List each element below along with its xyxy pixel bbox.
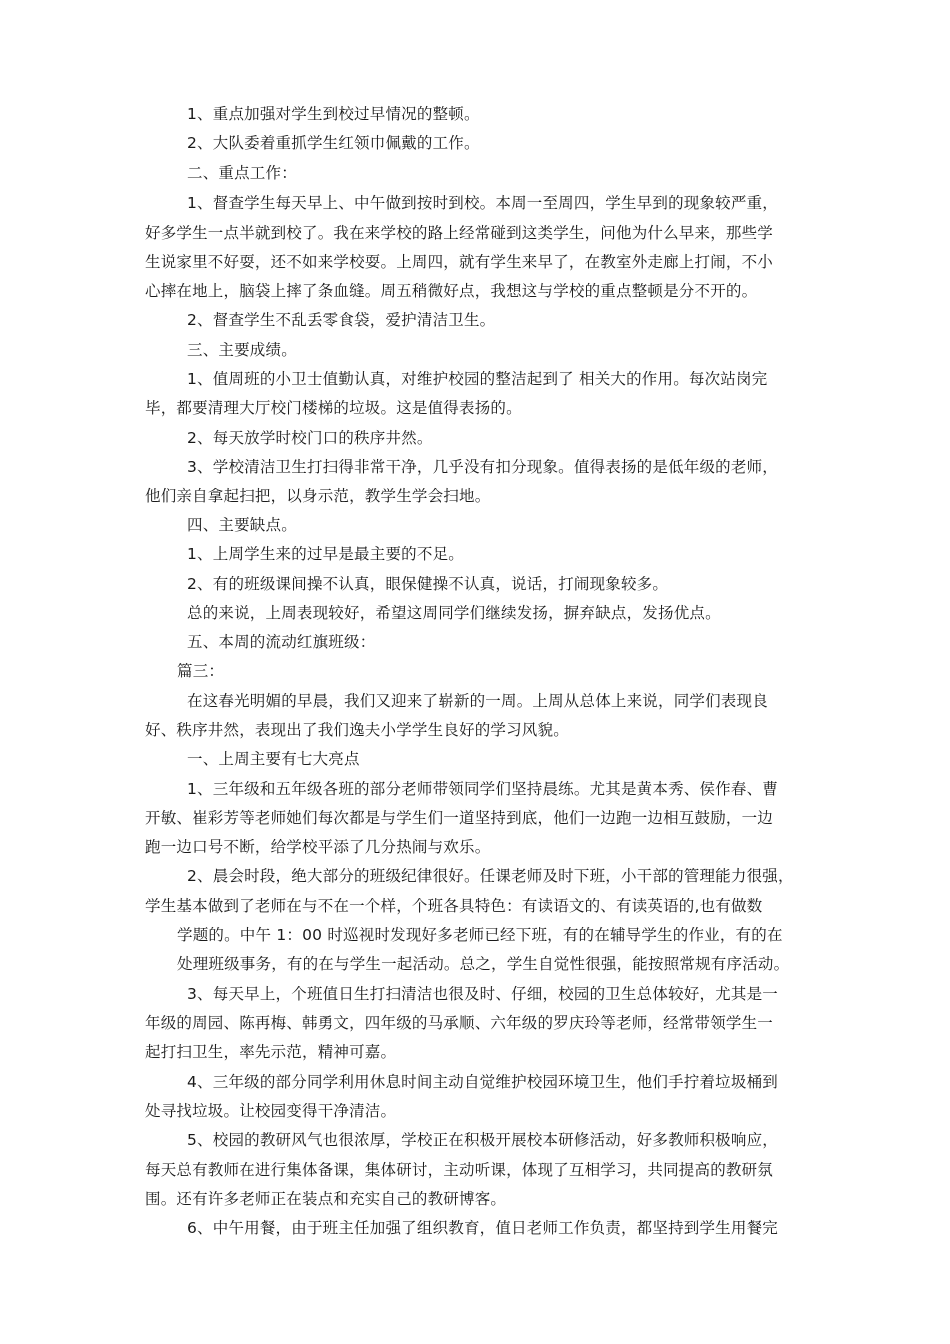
text-line: 心摔在地上，脑袋上摔了条血缝。周五稍微好点，我想这与学校的重点整顿是分不开的。	[145, 282, 758, 300]
text-line: 1、督查学生每天早上、中午做到按时到校。本周一至周四，学生早到的现象较严重，	[187, 194, 778, 212]
text-line: 5、校园的教研风气也很浓厚，学校正在积极开展校本研修活动，好多教师积极响应，	[187, 1131, 778, 1149]
text-line: 学题的。中午 1：00 时巡视时发现好多老师已经下班，有的在辅导学生的作业，有的在	[177, 926, 783, 944]
text-line: 1、三年级和五年级各班的部分老师带领同学们坚持晨练。尤其是黄本秀、侯作春、曹	[187, 780, 778, 798]
text-line: 年级的周园、陈再梅、韩勇文，四年级的马承顺、六年级的罗庆玲等老师，经常带领学生一	[145, 1014, 774, 1032]
text-line: 4、三年级的部分同学利用休息时间主动自觉维护校园环境卫生，他们手拧着垃圾桶到	[187, 1073, 778, 1091]
text-line: 处寻找垃圾。让校园变得干净清洁。	[145, 1102, 397, 1120]
section-heading: 一、上周主要有七大亮点	[187, 750, 360, 768]
text-line: 2、督查学生不乱丢零食袋，爱护清洁卫生。	[187, 311, 496, 329]
section-heading: 三、主要成绩。	[187, 341, 297, 359]
text-line: 跑一边口号不断，给学校平添了几分热闹与欢乐。	[145, 838, 491, 856]
section-heading: 二、重点工作：	[187, 164, 297, 182]
text-line: 每天总有教师在进行集体备课，集体研讨，主动听课，体现了互相学习，共同提高的教研氛	[145, 1161, 774, 1179]
text-line: 毕，都要清理大厅校门楼梯的垃圾。这是值得表扬的。	[145, 399, 522, 417]
text-line: 6、中午用餐，由于班主任加强了组织教育，值日老师工作负责，都坚持到学生用餐完	[187, 1219, 778, 1237]
text-line: 1、值周班的小卫士值勤认真，对维护校园的整洁起到了 相关大的作用。每次站岗完	[187, 370, 768, 388]
text-line: 处理班级事务，有的在与学生一起活动。总之，学生自觉性很强，能按照常规有序活动。	[177, 955, 790, 973]
text-line: 2、晨会时段，绝大部分的班级纪律很好。任课老师及时下班，小干部的管理能力很强，	[187, 867, 794, 885]
text-line: 围。还有许多老师正在装点和充实自己的教研博客。	[145, 1190, 507, 1208]
text-line: 在这春光明媚的早晨，我们又迎来了崭新的一周。上周从总体上来说，同学们表现良	[187, 692, 768, 710]
text-line: 生说家里不好耍，还不如来学校耍。上周四，就有学生来早了，在教室外走廊上打闹，不小	[145, 253, 774, 271]
text-line: 开敏、崔彩芳等老师她们每次都是与学生们一道坚持到底，他们一边跑一边相互鼓励，一边	[145, 809, 774, 827]
section-heading: 四、主要缺点。	[187, 516, 297, 534]
text-line: 3、每天早上，个班值日生打扫清洁也很及时、仔细，校园的卫生总体较好，尤其是一	[187, 985, 778, 1003]
text-line: 总的来说，上周表现较好，希望这周同学们继续发扬，摒弃缺点，发扬优点。	[187, 604, 721, 622]
text-line: 2、每天放学时校门口的秩序井然。	[187, 429, 433, 447]
text-line: 2、大队委着重抓学生红领巾佩戴的工作。	[187, 134, 480, 152]
text-line: 好、秩序井然，表现出了我们逸夫小学学生良好的学习风貌。	[145, 721, 569, 739]
text-line: 2、有的班级课间操不认真，眼保健操不认真，说话，打闹现象较多。	[187, 575, 669, 593]
text-line: 3、学校清洁卫生打扫得非常干净，几乎没有扣分现象。值得表扬的是低年级的老师，	[187, 458, 778, 476]
section-heading: 五、本周的流动红旗班级：	[187, 633, 376, 651]
text-line: 起打扫卫生，率先示范，精神可嘉。	[145, 1043, 397, 1061]
text-line: 他们亲自拿起扫把，以身示范，教学生学会扫地。	[145, 487, 491, 505]
text-line: 1、重点加强对学生到校过早情况的整顿。	[187, 105, 480, 123]
text-line: 学生基本做到了老师在与不在一个样，个班各具特色：有读语文的、有读英语的,也有做数	[145, 897, 763, 915]
section-heading: 篇三：	[177, 662, 225, 680]
text-line: 好多学生一点半就到校了。我在来学校的路上经常碰到这类学生，问他为什么早来，那些学	[145, 224, 774, 242]
text-line: 1、上周学生来的过早是最主要的不足。	[187, 545, 464, 563]
